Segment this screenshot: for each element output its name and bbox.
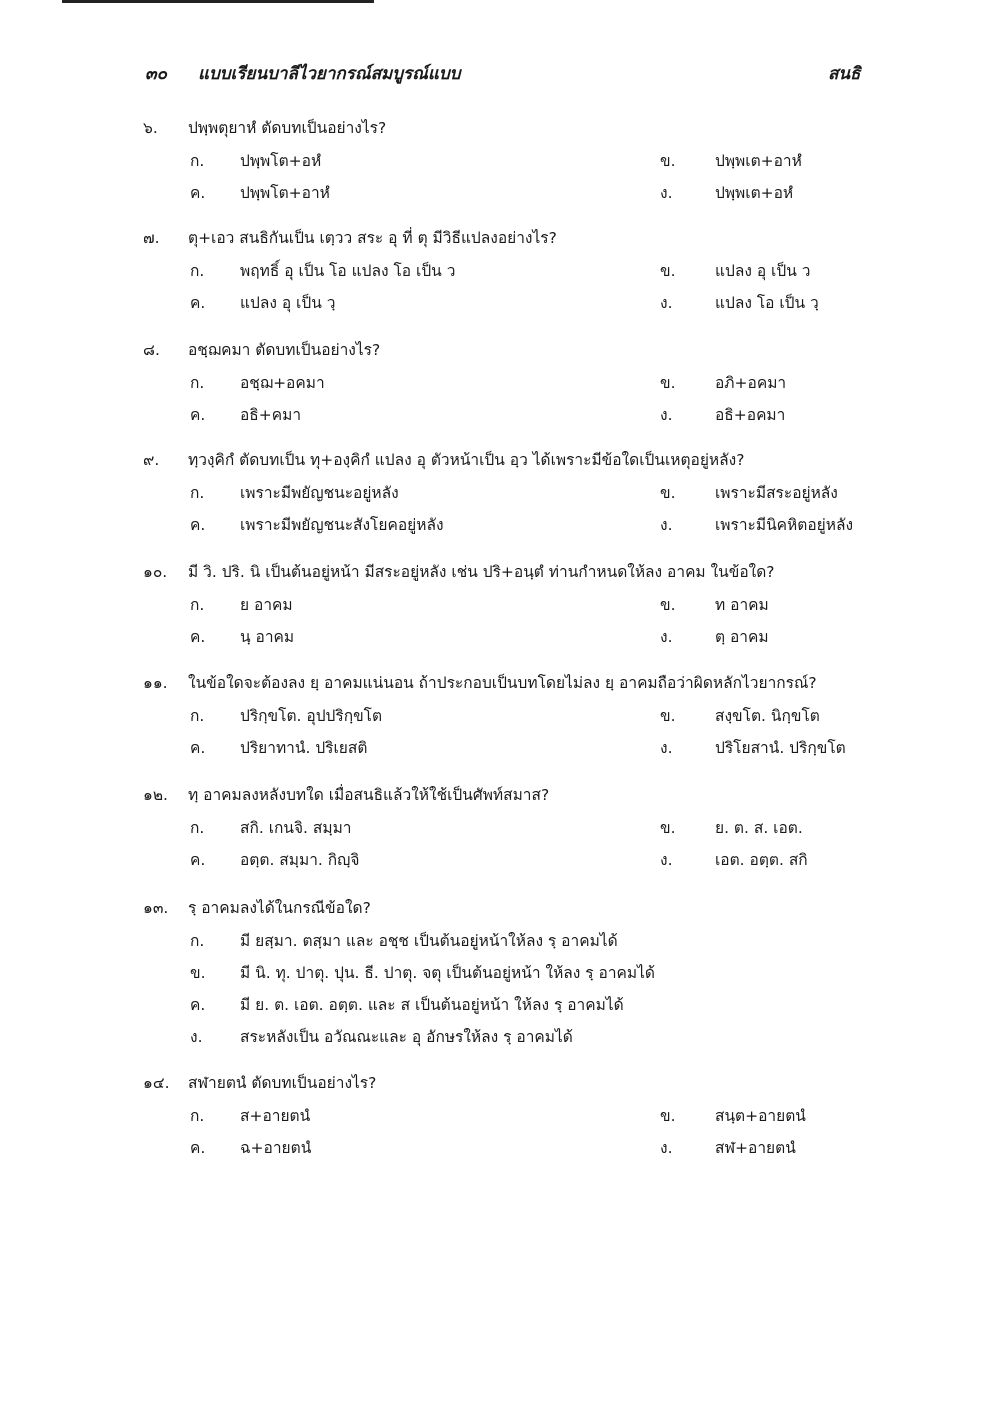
option-text: แปลง โอ เป็น วฺ <box>715 294 819 312</box>
option-text: ปพฺพโต+อาหํ <box>240 184 330 202</box>
question-text: ทฺ อาคมลงหลังบทใด เมื่อสนธิแล้วให้ใช้เป็นศัพท์สมาส? <box>188 786 550 804</box>
option-letter: ก. <box>190 374 205 392</box>
option-text: เพราะมีสระอยู่หลัง <box>715 484 838 502</box>
option-letter: ค. <box>190 516 206 534</box>
question-number: ๑๔. <box>143 1074 170 1092</box>
option-letter: ค. <box>190 851 206 869</box>
option-letter: ข. <box>660 819 676 837</box>
question-text: รฺ อาคมลงได้ในกรณีข้อใด? <box>188 899 371 917</box>
option-text: สฬ+อายตนํ <box>715 1139 796 1157</box>
book-title: แบบเรียนบาลีไวยากรณ์สมบูรณ์แบบ <box>198 64 461 84</box>
option-text: มี ยสฺมา. ตสฺมา และ อชฺช เป็นต้นอยู่หน้าให้ลง รฺ อาคมได้ <box>240 932 618 950</box>
page-number: ๓๐ <box>145 64 167 84</box>
option-letter: ข. <box>660 484 676 502</box>
option-letter: ก. <box>190 1107 205 1125</box>
question-number: ๘. <box>143 341 160 359</box>
option-letter: ค. <box>190 996 206 1014</box>
option-text: เพราะมีพยัญชนะสังโยคอยู่หลัง <box>240 516 444 534</box>
option-letter: ก. <box>190 484 205 502</box>
option-text: อธิ+คมา <box>240 406 302 424</box>
option-text: ปริโยสานํ. ปริกฺขโต <box>715 739 846 757</box>
option-text: ย อาคม <box>240 596 293 614</box>
option-text: ฉ+อายตนํ <box>240 1139 312 1157</box>
question-text: อชฺฌคมา ตัดบทเป็นอย่างไร? <box>188 341 381 359</box>
option-text: แปลง อุ เป็น วฺ <box>240 294 336 312</box>
option-letter: ค. <box>190 1139 206 1157</box>
question-text: ในข้อใดจะต้องลง ยฺ อาคมแน่นอน ถ้าประกอบเป็นบทโดยไม่ลง ยฺ อาคมถือว่าผิดหลักไวยากรณ์? <box>188 674 817 692</box>
option-text: สนฺต+อายตนํ <box>715 1107 806 1125</box>
question-text: สฬายตนํ ตัดบทเป็นอย่างไร? <box>188 1074 377 1092</box>
section-title: สนธิ <box>828 64 861 84</box>
question-text: มี วิ. ปริ. นิ เป็นต้นอยู่หน้า มีสระอยู่หลัง เช่น ปริ+อนฺตํ ท่านกำหนดให้ลง อาคม ในข้อใด? <box>188 563 775 581</box>
question-number: ๑๑. <box>143 674 168 692</box>
option-text: สระหลังเป็น อวัณณะและ อุ อักษรให้ลง รฺ อาคมได้ <box>240 1028 573 1046</box>
option-letter: ก. <box>190 152 205 170</box>
option-letter: ข. <box>660 262 676 280</box>
option-text: เพราะมีนิคหิตอยู่หลัง <box>715 516 854 534</box>
option-text: พฤทธิ์ อุ เป็น โอ แปลง โอ เป็น ว <box>240 262 456 280</box>
option-text: ตฺ อาคม <box>715 628 769 646</box>
option-letter: ก. <box>190 707 205 725</box>
option-text: สงฺขโต. นิกฺขโต <box>715 707 820 725</box>
option-text: ปพฺพเต+อาหํ <box>715 152 802 170</box>
option-text: แปลง อุ เป็น ว <box>715 262 811 280</box>
option-letter: ง. <box>660 628 673 646</box>
option-text: ปพฺพเต+อหํ <box>715 184 794 202</box>
question-number: ๑๓. <box>143 899 169 917</box>
option-text: ย. ต. ส. เอต. <box>715 819 803 837</box>
option-letter: ข. <box>660 1107 676 1125</box>
option-letter: ค. <box>190 739 206 757</box>
option-letter: ง. <box>660 1139 673 1157</box>
option-text: เอต. อตฺต. สกิ <box>715 851 808 869</box>
question-number: ๙. <box>143 451 160 469</box>
question-number: ๑๐. <box>143 563 168 581</box>
option-letter: ข. <box>660 707 676 725</box>
option-letter: ก. <box>190 819 205 837</box>
option-letter: ง. <box>190 1028 203 1046</box>
option-text: อภิ+อคมา <box>715 374 787 392</box>
option-letter: ข. <box>660 152 676 170</box>
option-text: มี ย. ต. เอต. อตฺต. และ ส เป็นต้นอยู่หน้า ให้ลง รฺ อาคมได้ <box>240 996 624 1014</box>
question-text: ทฺวงฺคิกํ ตัดบทเป็น ทุ+องฺคิกํ แปลง อุ ตัวหน้าเป็น อฺว ได้เพราะมีข้อใดเป็นเหตุอยู่หลัง? <box>188 451 745 469</box>
option-text: ปพฺพโต+อหํ <box>240 152 322 170</box>
option-text: อชฺฌ+อคมา <box>240 374 325 392</box>
option-text: อตฺต. สมฺมา. กิญฺจิ <box>240 851 360 869</box>
option-letter: ข. <box>660 374 676 392</box>
option-letter: ง. <box>660 184 673 202</box>
question-text: ปพฺพตุยาหํ ตัดบทเป็นอย่างไร? <box>188 119 387 137</box>
option-letter: ง. <box>660 406 673 424</box>
question-number: ๖. <box>143 119 158 137</box>
option-letter: ข. <box>190 964 206 982</box>
option-text: ปริยาทานํ. ปริเยสติ <box>240 739 368 757</box>
question-number: ๑๒. <box>143 786 168 804</box>
option-text: สกิ. เกนจิ. สมฺมา <box>240 819 352 837</box>
option-letter: ง. <box>660 851 673 869</box>
option-letter: ข. <box>660 596 676 614</box>
option-letter: ก. <box>190 932 205 950</box>
option-text: ปริกฺขโต. อุปปริกฺขโต <box>240 707 383 725</box>
option-text: นฺ อาคม <box>240 628 295 646</box>
option-text: อธิ+อคมา <box>715 406 786 424</box>
option-letter: ง. <box>660 516 673 534</box>
option-letter: ง. <box>660 739 673 757</box>
question-text: ตุ+เอว สนธิกันเป็น เตฺวว สระ อุ ที่ ตุ มีวิธีแปลงอย่างไร? <box>188 229 557 247</box>
option-letter: ก. <box>190 596 205 614</box>
option-letter: ค. <box>190 184 206 202</box>
question-number: ๗. <box>143 229 160 247</box>
option-text: ท อาคม <box>715 596 769 614</box>
option-letter: ค. <box>190 294 206 312</box>
option-text: ส+อายตนํ <box>240 1107 311 1125</box>
option-letter: ง. <box>660 294 673 312</box>
option-letter: ค. <box>190 628 206 646</box>
option-letter: ก. <box>190 262 205 280</box>
option-letter: ค. <box>190 406 206 424</box>
option-text: เพราะมีพยัญชนะอยู่หลัง <box>240 484 399 502</box>
option-text: มี นิ. ทุ. ปาตุ. ปุน. ธี. ปาตุ. จตุ เป็นต้นอยู่หน้า ให้ลง รฺ อาคมได้ <box>240 964 655 982</box>
